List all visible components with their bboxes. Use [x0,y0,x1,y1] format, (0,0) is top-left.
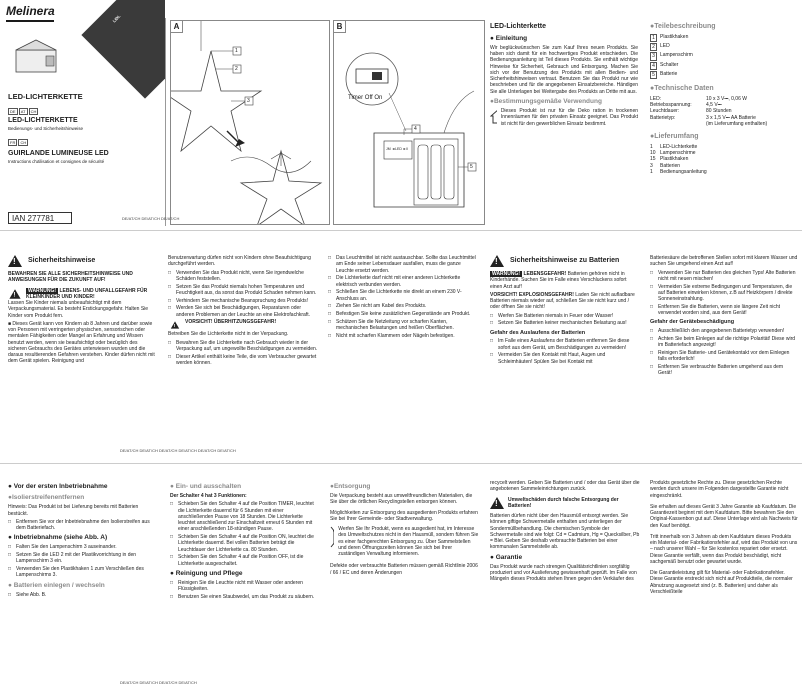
warn1-label: WARNUNG! [28,287,57,294]
safety-col3-item: □ Schützen Sie die Netzleitung vor scharfen Kanten, mechanischen Belastungen und heißen Oberflächen. [328,319,478,332]
safety-heading-row [8,255,156,267]
tech-heading: ●Technische Daten [650,85,714,92]
switch-label: Timer Off On [348,95,383,101]
entsorgung-column [330,480,480,660]
batt-col2a: Batteriesäure die betroffenen Stellen sofort mit klarem Wasser und suchen Sie umgehend einen Arzt auf! [650,255,798,268]
setup-h3-item: □ Siehe Abb. B. [8,592,158,598]
setup-step: □ Falten Sie den Lampenschirm 3 auseinander. [8,544,158,550]
house-icon [490,108,497,124]
reinigung-heading: ● Reinigung und Pflege [170,569,243,577]
reinigung-item: □ Reinigen Sie die Leuchte nicht mit Wasser oder anderen Flüssigkeiten. [170,580,320,593]
ein-item: □ Schieben Sie den Schalter 4 auf die Position ON, leuchtet die Lichterkette dauernd. Bei vollen Batterien beträgt die Leuchtdauer der Lichterkette ca. 80 Stunden. [170,534,320,553]
entsorgung-heading: ●Entsorgung [330,483,371,490]
warn2-title: VORSICHT! ÜBERHITZUNGSGEFAHR! [185,319,277,326]
teile-heading: ●Teilebeschreibung [650,23,716,30]
ein-item: □ Schieben Sie den Schalter 4 auf die Position OFF, ist die Lichterkette ausgeschaltet. [170,554,320,567]
lang-row-1 [8,109,38,114]
warning-icon [171,322,179,329]
aus-item: □ Im Falle eines Auslaufens der Batterien entfernen Sie diese sofort aus dem Gerät, um Beschädigungen zu vermeiden! [490,338,638,351]
setup-column [8,480,158,660]
tech-table [650,96,800,127]
ein-heading: ● Ein- und ausschalten [170,483,242,490]
safety-col2-item: Benutzerwartung dürfen nicht von Kindern ohne Beaufsichtigung durchgeführt werden. [168,255,311,268]
safety-col-3 [328,255,478,455]
batt-warn-title: LEBENSGEFAHR! [523,271,567,277]
callout-3: 3 [247,98,250,104]
setup-step: □ Verwenden Sie den Plastikhaken 1 zum Verschließen des Lampenschirms 3. [8,566,158,579]
lidl-badge [81,0,165,99]
figure-a-label: A [171,21,183,33]
warning-icon [8,255,22,267]
batt-item: □ Setzen Sie Batterien keiner mechanischen Belastung aus! [490,320,638,326]
lang-at: AT [20,109,26,114]
entsorgung-p1: Die Verpackung besteht aus umweltfreundlichen Materialien, die Sie über die örtlichen Recyclingstellen entsorgen können. [330,493,473,506]
recycle-p1: recycelt werden. Geben Sie Batterien und / oder das Gerät über die angebotenen Sammeleinrichtungen zurück. [490,480,640,493]
env-warn-block [490,497,640,510]
batt-col2-item: □ Verwenden Sie nur Batterien des gleichen Typs! Alte Batterien nicht mit neuen mischen! [650,270,798,283]
safety-p1: ■ Dieses Gerät kann von Kindern ab 8 Jahren und darüber sowie von Personen mit verringerten physischen, sensorischen oder mentalen Fähigkeiten oder Mangel an Erfahrung und Wissen benutzt werden, wenn sie beaufsichtigt oder bezüglich des sicheren Gebrauchs des Gerätes unterwiesen wurden und die daraus resultierenden Gefahren verstehen. Kinder dürfen nicht mit dem Gerät spielen. Reinigung und [8,320,155,365]
cover-panel [0,0,165,228]
warn2-block [168,319,318,331]
warn2-text: Betreiben Sie die Lichterkette nicht in der Verpackung. [168,331,289,338]
garantie2-p1: Produkts gesetzliche Rechte zu. Diese gesetzlichen Rechte werden durch unsere im Folgenden dargestellte Garantie nicht eingeschränkt. [650,480,789,499]
lief-heading: ●Lieferumfang [650,133,699,140]
garantie2-p3: Tritt innerhalb von 3 Jahren ab dem Kaufdatum dieses Produkts ein Material- oder Fabrikationsfehler auf, wird das Produkt von uns – nach unserer Wahl – für Sie kostenlos repariert oder ersetzt. Diese Garantie verfällt, wenn das Produkt beschädigt, nicht sachgemäß benutzt oder gewartet wurde. [650,533,798,565]
setup-h1: ● Vor der ersten Inbetriebnahme [8,483,108,490]
batt-warn [490,271,638,290]
garantie-column [650,480,798,660]
crossed-bin-icon [330,526,334,548]
product-sketch [6,36,76,80]
tech-row: LED: 10 x 3 V⎓, 0,06 W [650,95,747,102]
warning-icon [490,497,504,509]
recycle-p2: Batterien dürfen nicht über den Hausmüll entsorgt werden. Sie können giftige Schwermetalle enthalten und unterliegen der Sondermüllbehandlung. Die chemischen Symbole der Schwermetalle sind wie folgt: Cd = Cadmium, Hg = Quecksilber, Pb = Blei. Geben Sie deshalb verbrauchte Batterien bei einer kommunalen Sammelstelle ab. [490,513,640,551]
entsorgung-p2: Möglichkeiten zur Entsorgung des ausgedienten Produkts erfahren Sie bei Ihrer Gemeinde- oder Stadtverwaltung. [330,509,478,522]
tech-row: Betriebsspannung: 4,5 V⎓ [650,102,722,108]
setup-hint-item: □ Entfernen Sie vor der Inbetriebnahme den Isolierstreifen aus dem Batteriefach. [8,519,158,532]
setup-h1b: ●Isolierstreifenentfernen [8,494,85,502]
tech-row: Leuchtdauer: 80 Stunden [650,108,732,115]
safety-col2b-item: □ Dieser Artikel enthält keine Teile, die vom Verbraucher gewartet werden können. [168,354,318,367]
lang-fr: FR [10,140,16,145]
geraet-item: □ Reinigen Sie Batterie- und Gerätekontakt vor dem Einlegen falls erforderlich! [650,350,798,363]
safety-col2b-item: □ Bewahren Sie die Lichterkette nach Gebrauch wieder in der Verpackung auf, um ungewollte Beschädigungen zu vermeiden. [168,340,318,353]
warn1-text: Lassen Sie Kinder niemals unbeaufsichtigt mit dem Verpackungsmaterial. Es besteht Erstickungsgefahr. Halten Sie Kinder vom Produkt fern. [8,300,149,319]
teile-item: 5 Batterie [650,71,800,79]
entsorgung-p3: Werfen Sie Ihr Produkt, wenn es ausgedient hat, im Interesse des Umweltschutzes nicht in den Hausmüll, sondern führen Sie es einer fachgerechten Entsorgung zu. Über Sammelstellen und deren Öffnungszeiten können Sie sich bei Ihrer zuständigen Verwaltung informieren. [338,526,479,558]
teile-column [650,20,800,225]
star-lamp-drawing [171,21,330,225]
battery-box-drawing [334,21,485,225]
safety-col2-item: □ Verhindern Sie mechanische Beanspruchung des Produkts! [168,298,318,304]
safety-col3-item: □ Ziehen Sie nicht am Kabel des Produkts. [328,303,478,309]
einleitung-text: Wir beglückwünschen Sie zum Kauf Ihres neuen Produkts. Sie haben sich damit für ein hochwertiges Produkt entschieden. Die Bedienungsanleitung ist Teil dieses Produkts. Sie enthält wichtige Hinweise für Sicherheit, Gebrauch und Entsorgung. Machen Sie sich vor der Benutzung des Produkts mit allen Bedien- und Sicherheitshinweisen vertraut. Benutzen Sie das Produkt nur wie beschrieben und für die angegebenen Einsatzbereiche. Händigen Sie alle Unterlagen bei Weitergabe des Produkts an Dritte mit aus. [490,44,638,95]
warning-icon [490,255,504,267]
warn1-block [8,288,156,301]
geraet-item: □ Entfernen Sie verbrauchte Batterien umgehend aus dem Gerät! [650,364,798,377]
teile-item: 4 Schalter [650,62,800,70]
aus-item: □ Vermeiden Sie den Kontakt mit Haut, Augen und Schleimhäuten! Spülen Sie bei Kontakt mit [490,352,638,365]
bestimmung-block [490,108,638,129]
safety-col3-item: □ Die Lichterkette darf nicht mit einer anderen Lichterkette elektrisch verbunden werden. [328,275,478,288]
ein-item: □ Schieben Sie den Schalter 4 auf die Position TIMER, leuchtet die Lichterkette dauernd für 6 Stunden mit einer anschließenden Pause von 18 Stunden. Die Lichterkette leuchtet anschließend zur Einschaltzeit erneut 6 Stunden mit einer anschließenden 18-stündigen Pause. [170,501,320,532]
batt-col2-item: □ Vermeiden Sie extreme Bedingungen und Temperaturen, die auf Batterien einwirken können, z.B auf Heizkörpern / direkte Sonneneinstrahlung. [650,284,798,303]
callout-5: 5 [470,164,473,170]
lief-row: 3 Batterien [650,162,681,169]
ein-sub: Der Schalter 4 hat 3 Funktionen: [170,493,247,500]
teile-item: 3 Lampenschirm [650,52,800,60]
footer-mid: DE/AT/CH DE/AT/CH DE/AT/CH DE/AT/CH DE/AT/CH DE/AT/CH [120,448,236,453]
display-text: JM ◄LED ►ll [386,147,408,151]
batt-heading: Sicherheitshinweise zu Batterien [510,256,620,264]
lang-ch2: CH [20,140,27,145]
tech-row: Batterietyp: 3 x 1,5 V⎓ AA Batterie [650,114,756,121]
entsorgung-p4: Defekte oder verbrauchte Batterien müssen gemäß Richtlinie 2006 / 66 / EC und deren Änderungen [330,563,478,576]
einleitung-heading: ● Einleitung [490,34,528,42]
callout-2: 2 [235,66,238,72]
safety-col2-item: □ Werden Sie sich bei Beschädigungen, Reparaturen oder anderen Problemen an der Leuchte an eine Elektrofachkraft. [168,305,318,318]
lief-row: 1 Bedienungsanleitung [650,168,707,175]
intro-column [490,20,638,225]
entsorgung-bin-block [330,526,480,559]
safety-col2-item: □ Setzen Sie das Produkt niemals hohen Temperaturen und Feuchtigkeit aus, da sonst das Produkt Schaden nehmen kann. [168,284,318,297]
lang-row-2 [8,140,28,145]
batt-expl [490,292,638,311]
figure-b-label: B [334,21,346,33]
garantie-p: Das Produkt wurde nach strengen Qualitätsrichtlinien sorgfältig produziert und vor Auslieferung gewissenhaft geprüft. Im Falle von Mängeln dieses Produkts stehen Ihnen gegen den Verkäufer des [490,563,637,583]
brand-logo: Melinera [6,4,55,22]
safety-col3-item: □ Befestigen Sie keine zusätzlichen Gegenstände am Produkt. [328,311,478,317]
setup-h2: ● Inbetriebnahme (siehe Abb. A) [8,534,108,542]
intro-title: LED-Lichterkette [490,23,547,30]
setup-hint: Hinweis: Das Produkt ist bei Lieferung bereits mit Batterien bestückt. [8,504,139,517]
lief-row: 10 Lampenschirme [650,150,696,156]
lief-list [650,144,800,175]
warning-icon [9,289,20,299]
cover-sub-de: Bedienungs- und Sicherheitshinweise [8,126,84,131]
safety-caps: BEWAHREN SIE ALLE SICHERHEITSHINWEISE UND ANWEISUNGEN FÜR DIE ZUKUNFT AUF! [8,271,133,284]
cover-title-de: LED-LICHTERKETTE [8,117,78,124]
setup-h3: ● Batterien einlegen / wechseln [8,581,105,589]
garantie2-p2: Sie erhalten auf dieses Gerät 3 Jahre Garantie ab Kaufdatum. Die Garantiezeit beginnt mit dem Kaufdatum. Bitte bewahren Sie den Original-Kassenbon gut auf. Diese Unterlage wird als Nachweis für den Kauf benötigt. [650,503,798,529]
bestimmung-text: Dieses Produkt ist nur für die Deko ration in trockenen Innenräumen für den privaten Einsatz geeignet. Das Produkt ist nicht für den gewerblichen Einsatz bestimmt. [500,108,638,127]
ian-box [8,212,72,224]
figure-a [170,20,330,225]
safety-col3-item: □ Nicht mit scharfen Klammern oder Nägeln befestigen. [328,333,478,339]
teile-item: 1 Plastikhaken [650,34,800,42]
footer-bot: DE/AT/CH DE/AT/CH DE/AT/CH DE/AT/CH [120,680,197,685]
cover-title-fr: GUIRLANDE LUMINEUSE LED [8,150,109,157]
lief-row: 1 LED-Lichterkette [650,143,698,150]
teile-item: 2 LED [650,43,800,51]
lang-de: DE [10,109,16,114]
recycle-column [490,480,640,660]
safety-col-1 [8,255,156,455]
geraet-heading: Gefahr der Gerätebeschädigung [650,319,735,326]
garantie-heading: ● Garantie [490,553,523,561]
batt-expl-title: VORSICHT! EXPLOSIONSGEFAHR! [490,291,574,298]
warn1-title: LEBENS- UND UNFALLGEFAHR FÜR KLEINKINDER UND KINDER! [26,287,148,300]
tech-row: (im Lieferumfang enthalten) [706,120,768,127]
safety-col3-item: □ Das Leuchtmittel ist nicht austauschbar. Sollte das Leuchtmittel am Ende seiner Lebensdauer ausfallen, muss die ganze Leuchte ersetzt werden. [328,255,478,274]
setup-step: □ Setzen Sie die LED 2 mit der Plastikvorrichtung in den Lampenschirm 3 ein. [8,552,158,565]
cover-title-main: LED-LICHTERKETTE [8,92,83,101]
callout-4: 4 [414,126,417,132]
cover-sub-fr: Instructions d'utilisation et consignes de sécurité [8,159,105,164]
callout-1: 1 [235,48,238,54]
figure-b [333,20,485,225]
ian-number: IAN 277781 [12,214,55,223]
lief-row: 15 Plastikhaken [650,156,689,163]
garantie2-p4: Die Garantieleistung gilt für Material- oder Fabrikationsfehler. Diese Garantie erstreckt sich nicht auf Produktteile, die normaler Abnutzung ausgesetzt sind (z. B. Batterien) und daher als Verschleißteile [650,570,793,595]
lidl-badge-text: LIDL [111,13,122,24]
bestimmung-heading: ●Bestimmungsgemäße Verwendung [490,97,602,105]
aus-heading: Gefahr des Auslaufens der Batterien [490,329,586,336]
safety-col-2 [168,255,318,455]
footer-top: DE/AT/CH DE/AT/CH DE/AT/CH [122,216,180,221]
geraet-item: □ Achten Sie beim Einlegen auf die richtige Polarität! Diese wird im Batteriefach angezeigt! [650,336,798,349]
lang-ch: CH [30,109,37,114]
batt-expl-text: Laden Sie nicht aufladbare Batterien niemals wieder auf, schließen Sie sie nicht kurz und / oder öffnen Sie sie nicht! [490,291,635,311]
batt-heading-row [490,255,638,267]
safety-col2-item: □ Verwenden Sie das Produkt nicht, wenn Sie irgendwelche Schäden feststellen. [168,270,318,283]
safety-heading: Sicherheitshinweise [28,256,96,264]
teile-list [650,34,800,79]
geraet-item: □ Ausschließlich den angegebenen Batterietyp verwenden! [650,328,798,334]
batt-col2-item: □ Entfernen Sie die Batterien, wenn sie längere Zeit nicht verwendet worden sind, aus dem Gerät! [650,304,798,317]
ein-column [170,480,320,660]
env-warn-heading: Umweltschäden durch falsche Entsorgung der Batterien! [508,496,619,509]
batt-warn-label: WARNUNG! [492,271,521,277]
reinigung-item: □ Benutzen Sie einen Staubwedel, um das Produkt zu säubern. [170,594,320,600]
safety-col3-item: □ Schließen Sie die Lichterkette nie direkt an einem 230 V-Anschluss an. [328,289,478,302]
batt-warn-text: Batterien gehören nicht in Kinderhände. Suchen Sie im Falle eines Verschluckens sofort einen Arzt auf! [490,271,627,290]
batt-col-1 [490,255,638,455]
batt-item: □ Werfen Sie Batterien niemals in Feuer oder Wasser! [490,313,638,319]
batt-col-2 [650,255,798,455]
